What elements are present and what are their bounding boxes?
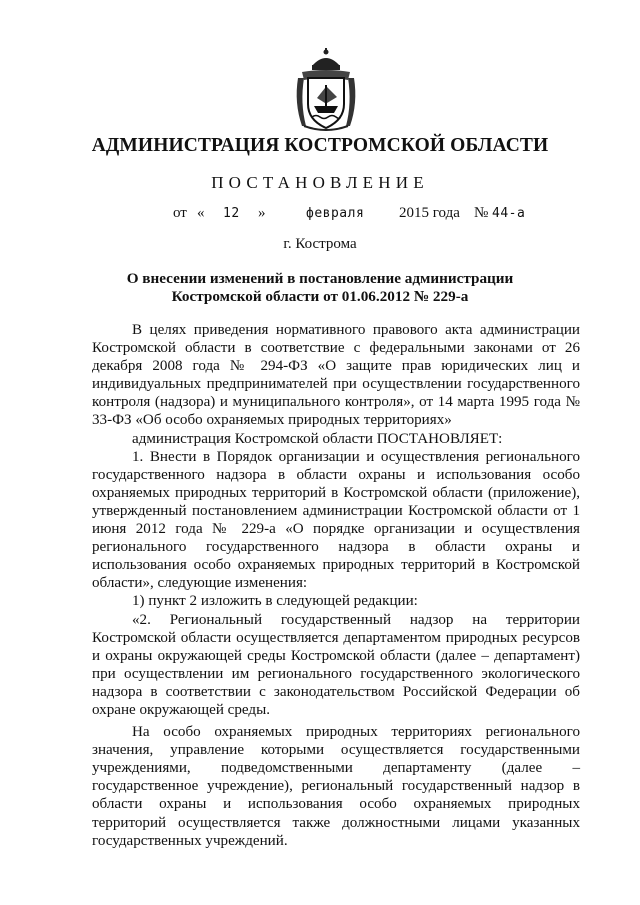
- paragraph-resolves: администрация Костромской области ПОСТАНОВЛЯЕТ:: [132, 430, 503, 447]
- paragraph-quoted-item-2: «2. Региональный государственный надзор на территории Костромской области осуществляется департаментом природных ресурсов и охраны окружающей среды Костромской области (далее – департамент) при осуществлении им регионального государственного экологического надзора в соответствии с законодательством Российской Федерации об охране окружающей среды.: [92, 611, 580, 718]
- paragraph-preamble: В целях приведения нормативного правового акта администрации Костромской области в соответствие с федеральными законами от 26 декабря 2008 года № 294-ФЗ «О защите прав юридических лиц и индивидуальных предпринимателей при осуществлении государственного контроля (надзора) и муниципального контроля», от 14 марта 1995 года № 33-ФЗ «Об особо охраняемых природных территориях»: [92, 322, 580, 429]
- number-sign: №: [474, 205, 489, 221]
- date-line: [0, 205, 640, 229]
- organization-title: АДМИНИСТРАЦИЯ КОСТРОМСКОЙ ОБЛАСТИ: [91, 135, 549, 156]
- paragraph-protected-areas: На особо охраняемых природных территориях регионального значения, управление которыми осуществляется государственными учреждениями, подведомственными департаменту (далее – государственное учреждение), региональный государственный надзор в области охраны и использования особо охраняемых природных территорий осуществляется также должностными лицами указанных государственных учреждений.: [92, 724, 580, 849]
- paragraph-item-1: 1. Внести в Порядок организации и осуществления регионального государственного надзора в области охраны и использования особо охраняемых природных территорий в Костромской области (приложение), утвержденный постановлением администрации Костромской области от 1 июня 2012 года № 229-а «О порядке организации и осуществления регионального государственного надзора в области охраны и использования особо охраняемых природных территорий в Костромской области», следующие изменения:: [92, 448, 580, 592]
- date-year: 2015 года: [399, 205, 460, 221]
- date-day: 12: [223, 206, 240, 221]
- document-type: ПОСТАНОВЛЕНИЕ: [211, 173, 429, 192]
- date-close-quote: »: [258, 205, 266, 221]
- coat-of-arms-icon: [292, 48, 360, 132]
- document-number: 44-а: [492, 206, 526, 221]
- subject-line-2: Костромской области от 01.06.2012 № 229-а: [171, 288, 469, 305]
- date-prefix: от: [173, 205, 187, 221]
- document-body: [92, 321, 580, 850]
- date-month: февраля: [306, 206, 365, 221]
- city: г. Кострома: [283, 236, 357, 252]
- paragraph-subitem-1: 1) пункт 2 изложить в следующей редакции:: [132, 593, 418, 610]
- subject-line-1: О внесении изменений в постановление администрации: [126, 270, 514, 287]
- date-open-quote: «: [197, 205, 205, 221]
- document-subject: [110, 270, 530, 306]
